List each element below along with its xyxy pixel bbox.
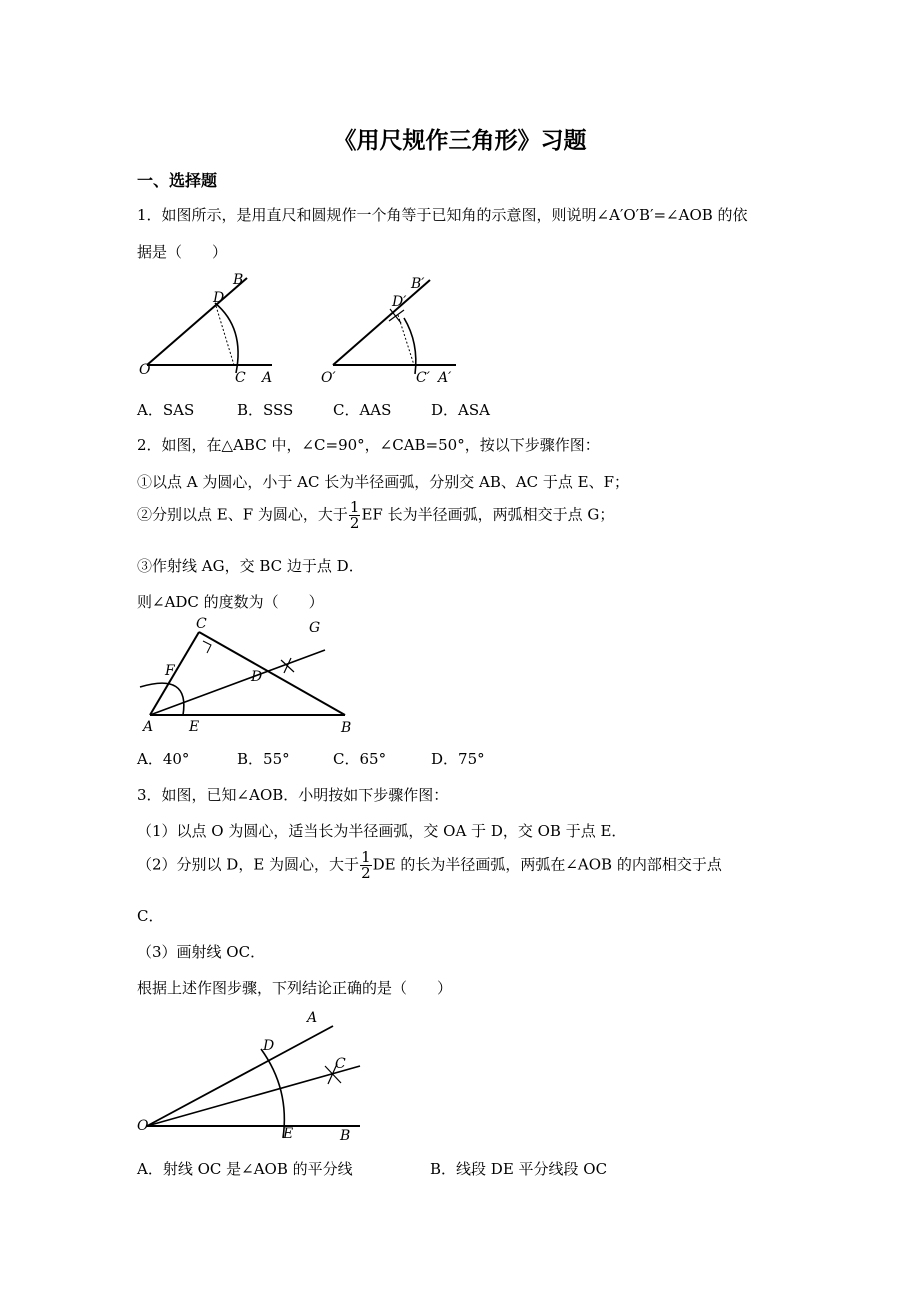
q1-options bbox=[137, 399, 490, 420]
q2-step3: ③作射线 AG，交 BC 边于点 D． bbox=[137, 557, 364, 575]
q1-figure-right bbox=[316, 268, 466, 386]
q3-step2 bbox=[137, 850, 722, 881]
q3-step2-suffix: DE 的长为半径画弧，两弧在∠AOB 的内部相交于点 bbox=[372, 855, 722, 874]
q3-option-a[interactable]: A．射线 OC 是∠AOB 的平分线 bbox=[137, 1160, 353, 1178]
q2-fraction-den: 2 bbox=[349, 514, 360, 532]
q2-step2 bbox=[137, 500, 614, 531]
q1-right-label-A: A′ bbox=[438, 370, 452, 386]
section-heading: 一、选择题 bbox=[137, 171, 218, 190]
q2-option-a[interactable]: A．40° bbox=[137, 750, 190, 768]
q2-step2-suffix: EF 长为半径画弧，两弧相交于点 G； bbox=[361, 505, 615, 524]
q3-figure bbox=[135, 1004, 365, 1148]
q1-figure-left bbox=[135, 268, 280, 386]
q3-fraction-num: 1 bbox=[361, 848, 371, 866]
q3-label-E: E bbox=[283, 1126, 294, 1142]
q1-stem-line2: 据是（ ） bbox=[137, 243, 228, 261]
q1-option-a[interactable]: A．SAS bbox=[137, 401, 195, 419]
q3-fraction-den: 2 bbox=[361, 864, 371, 882]
q3-step1: （1）以点 O 为圆心，适当长为半径画弧，交 OA 于 D，交 OB 于点 E． bbox=[137, 822, 627, 840]
q2-stem: 2．如图，在△ABC 中，∠C=90°，∠CAB=50°，按以下步骤作图： bbox=[137, 436, 600, 454]
q1-option-c[interactable]: C．AAS bbox=[333, 401, 392, 419]
q3-question: 根据上述作图步骤，下列结论正确的是（ ） bbox=[137, 979, 453, 997]
q3-stem: 3．如图，已知∠AOB．小明按如下步骤作图： bbox=[137, 786, 449, 804]
page-title: 《用尺规作三角形》习题 bbox=[333, 127, 587, 154]
q1-option-d[interactable]: D．ASA bbox=[431, 401, 490, 419]
q2-label-A: A bbox=[143, 719, 154, 735]
q1-left-label-O: O bbox=[139, 362, 151, 378]
q3-option-b[interactable]: B．线段 DE 平分线段 OC bbox=[430, 1160, 608, 1178]
q2-label-B: B bbox=[341, 720, 352, 736]
q2-label-D: D bbox=[251, 669, 263, 685]
q3-label-B: B bbox=[340, 1128, 351, 1144]
q3-label-O: O bbox=[137, 1118, 149, 1134]
q2-question: 则∠ADC 的度数为（ ） bbox=[137, 593, 324, 611]
q1-right-label-B: B′ bbox=[411, 276, 425, 292]
q2-fraction bbox=[349, 500, 361, 531]
q2-step2-prefix: ②分别以点 E、F 为圆心，大于 bbox=[137, 505, 348, 524]
q3-label-A: A bbox=[307, 1010, 318, 1026]
q2-figure bbox=[135, 612, 355, 736]
q2-options bbox=[137, 748, 485, 769]
q1-right-label-O: O′ bbox=[321, 370, 336, 386]
q3-step2-end: C． bbox=[137, 907, 164, 925]
q1-stem-line1: 1．如图所示，是用直尺和圆规作一个角等于已知角的示意图，则说明∠A′O′B′=∠AOB 的依 bbox=[137, 206, 748, 224]
q3-step3: （3）画射线 OC． bbox=[137, 943, 266, 961]
q1-option-b[interactable]: B．SSS bbox=[237, 401, 294, 419]
q3-fraction bbox=[360, 850, 372, 881]
q3-options bbox=[137, 1158, 607, 1179]
q3-label-D: D bbox=[263, 1038, 275, 1054]
q1-left-label-C: C bbox=[235, 370, 246, 386]
q2-label-G: G bbox=[309, 620, 321, 636]
q1-left-label-D: D bbox=[213, 290, 225, 306]
q2-label-F: F bbox=[165, 663, 175, 679]
q1-right-label-D: D′ bbox=[392, 294, 407, 310]
q2-label-E: E bbox=[189, 719, 200, 735]
q2-option-c[interactable]: C．65° bbox=[333, 750, 387, 768]
q2-step1: ①以点 A 为圆心，小于 AC 长为半径画弧，分别交 AB、AC 于点 E、F； bbox=[137, 473, 630, 491]
q2-option-d[interactable]: D．75° bbox=[431, 750, 485, 768]
q1-right-label-C: C′ bbox=[416, 370, 430, 386]
q1-left-label-A: A bbox=[262, 370, 273, 386]
q3-step2-prefix: （2）分别以 D，E 为圆心，大于 bbox=[137, 855, 360, 874]
q3-label-C: C bbox=[335, 1056, 346, 1072]
q2-option-b[interactable]: B．55° bbox=[237, 750, 290, 768]
q1-left-label-B: B bbox=[233, 272, 244, 288]
q2-fraction-num: 1 bbox=[349, 498, 360, 516]
q2-label-C: C bbox=[196, 616, 207, 632]
